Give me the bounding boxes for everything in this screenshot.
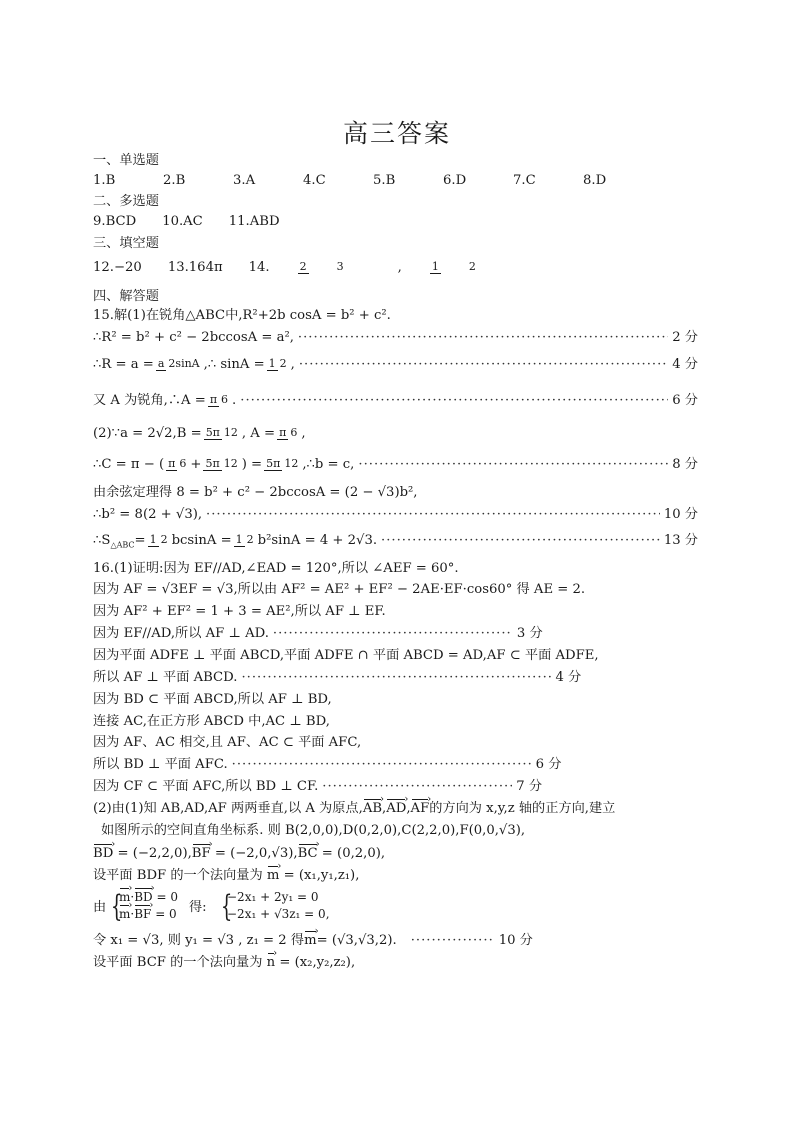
vector: AF › — [411, 800, 430, 818]
q16-line: 设平面 BCF 的一个法向量为 n › = (x₂,y₂,z₂), — [93, 954, 698, 972]
score-mark: 6 分 — [535, 757, 562, 772]
dot-leader — [298, 329, 668, 347]
q15-line: ∴C = π − ( π 6+5π 12 ) =5π 12 ,∴b = c, ····· 8 分 — [93, 452, 698, 478]
section-single-choice: 一、单选题 — [93, 153, 159, 168]
q16-line: 所以 BD ⊥ 平面 AFC. ····· 6 分 — [93, 756, 698, 774]
q16-line: (2)由(1)知 AB,AD,AF 两两垂直,以 A 为原点,AB ›,AD ›,AF ›的方向为 x,y,z 轴的正方向,建立 — [93, 800, 698, 818]
q16-line: 因为 AF² + EF² = 1 + 3 = AE²,所以 AF ⊥ EF. — [93, 604, 386, 619]
fraction: π 6 — [209, 393, 229, 406]
fraction: 1 2 — [268, 357, 287, 370]
q16-line: 令 x₁ = √3, 则 y₁ = √3 , z₁ = 2 得m ›= (√3,√3,2). ····· 10 分 — [93, 932, 698, 950]
score-mark: 10 分 — [663, 507, 698, 522]
score-mark: 3 分 — [516, 626, 543, 641]
dot-leader — [232, 756, 532, 774]
score-mark: 13 分 — [663, 533, 698, 548]
answer-item: 7.C — [513, 173, 536, 188]
vector: BD › — [93, 845, 113, 863]
answer-item: 12.−20 — [93, 260, 142, 275]
q16-line: 因为 AF、AC 相交,且 AF、AC ⊂ 平面 AFC, — [93, 735, 362, 750]
q16-line: 所以 AF ⊥ 平面 ABCD. ····· 4 分 — [93, 669, 698, 687]
vector: m › — [267, 867, 280, 885]
section-fill-blank: 三、填空题 — [93, 236, 159, 251]
q15-line: ∴R² = b² + c² − 2bccosA = a², ····· 2 分 — [93, 329, 698, 347]
fraction: 2 3 — [299, 260, 344, 273]
q15-line: 由余弦定理得 8 = b² + c² − 2bccosA = (2 − √3)b², — [93, 485, 418, 500]
dot-leader — [358, 452, 668, 478]
equation-block: −2x₁ + 2y₁ = 0 −2x₁ + √3z₁ = 0, — [227, 890, 330, 921]
score-mark: 8 分 — [672, 457, 698, 472]
section-multi-choice: 二、多选题 — [93, 194, 159, 209]
answer-item: 4.C — [303, 173, 326, 188]
dot-leader — [322, 778, 512, 796]
answer-item: 3.A — [233, 173, 256, 188]
brace: { — [220, 889, 233, 924]
fraction: 5π 12 — [205, 457, 238, 470]
q16-system-line: 由 { m ›·BD › = 0 m ›·BF › = 0 得: { −2x₁ + 2y₁ = 0 −2x₁ + √3z₁ = 0, — [93, 889, 698, 927]
dot-leader — [299, 352, 668, 378]
fraction: a 2sinA — [157, 357, 200, 370]
dot-leader — [411, 932, 495, 950]
q16-line: 因为 CF ⊂ 平面 AFC,所以 BD ⊥ CF. ····· 7 分 — [93, 778, 698, 796]
q15-line: $\therefore S_{\triangle ABC}=1$ 2 bcsinA =1 2 b²sinA = 4 + 2√3. ····· 13 分 — [93, 528, 698, 559]
q16-line: 因为 EF//AD,所以 AF ⊥ AD. ····· 3 分 — [93, 625, 698, 643]
answer-item: 10.AC — [162, 214, 203, 229]
q16-line: 因为 BD ⊂ 平面 ABCD,所以 AF ⊥ BD, — [93, 692, 332, 707]
q16-line: 16.(1)证明:因为 EF//AD,∠EAD = 120°,所以 ∠AEF = 60°. — [93, 561, 459, 576]
dot-leader — [273, 625, 513, 643]
condition-block: m ›·BD › = 0 m ›·BF › = 0 — [119, 889, 178, 923]
q16-line: 设平面 BDF 的一个法向量为 m › = (x₁,y₁,z₁), — [93, 867, 698, 885]
dot-leader — [240, 388, 668, 414]
score-mark: 7 分 — [516, 779, 543, 794]
single-choice-answers — [93, 172, 698, 190]
q15-line: 15.解(1)在锐角△ABC中,R²+2b cosA = b² + c². — [93, 308, 391, 323]
brace: { — [110, 889, 123, 924]
fraction: 1 2 — [149, 533, 168, 546]
score-mark: 10 分 — [498, 933, 533, 948]
answer-item: 1.B — [93, 173, 116, 188]
score-mark: 6 分 — [672, 393, 698, 408]
fraction: 5π 12 — [205, 426, 238, 439]
fraction: 5π 12 — [266, 457, 299, 470]
fill-blank-answers — [93, 256, 698, 280]
answer-item: 2.B — [163, 173, 186, 188]
score-mark: 4 分 — [672, 357, 698, 372]
dot-leader — [241, 669, 551, 687]
answer-item: 11.ABD — [228, 214, 280, 229]
multi-choice-answers — [93, 213, 698, 231]
fraction: π 6 — [168, 457, 187, 470]
score-mark: 4 分 — [555, 670, 582, 685]
page-title: 高三答案 — [342, 119, 451, 148]
vector: AD › — [386, 800, 406, 818]
q15-line: ∴b² = 8(2 + √3), ····· 10 分 — [93, 506, 698, 524]
answer-item: 13.164π — [167, 260, 223, 275]
fraction: 1 2 — [431, 260, 476, 273]
q16-line: 连接 AC,在正方形 ABCD 中,AC ⊥ BD, — [93, 714, 330, 729]
answer-item: 6.D — [443, 173, 467, 188]
section-solutions: 四、解答题 — [93, 289, 159, 304]
dot-leader — [206, 506, 660, 524]
answer-item: 5.B — [373, 173, 396, 188]
vector: BC › — [298, 845, 318, 863]
q15-line: 又 A 为锐角,∴A =π 6 . ····· 6 分 — [93, 388, 698, 414]
vector: BF › — [192, 845, 211, 863]
answer-item: 8.D — [583, 173, 607, 188]
q15-line: (2)∵a = 2√2,B =5π 12 , A =π 6 , — [93, 426, 306, 441]
answer-item-14: 14. 2 3 , 1 2 — [249, 256, 530, 280]
q16-line: 因为 AF = √3EF = √3,所以由 AF² = AE² + EF² − 2AE·EF·cos60° 得 AE = 2. — [93, 582, 586, 597]
vector: AB › — [363, 800, 382, 818]
answer-item: 9.BCD — [93, 214, 137, 229]
fraction: π 6 — [279, 426, 298, 439]
score-mark: 2 分 — [672, 330, 698, 345]
q15-line: ∴R = a =a 2sinA ,∴ sinA =1 2 , ····· 4 分 — [93, 352, 698, 378]
dot-leader — [381, 528, 660, 559]
vector: m › — [304, 932, 317, 950]
fraction: 1 2 — [235, 533, 254, 546]
q16-line: BD › = (−2,2,0),BF › = (−2,0,√3),BC › = (0,2,0), — [93, 845, 698, 863]
q16-line: 如图所示的空间直角坐标系. 则 B(2,0,0),D(0,2,0),C(2,2,0),F(0,0,√3), — [101, 823, 526, 838]
vector: n › — [267, 954, 276, 972]
q16-line: 因为平面 ADFE ⊥ 平面 ABCD,平面 ADFE ∩ 平面 ABCD = AD,AF ⊂ 平面 ADFE, — [93, 648, 599, 663]
